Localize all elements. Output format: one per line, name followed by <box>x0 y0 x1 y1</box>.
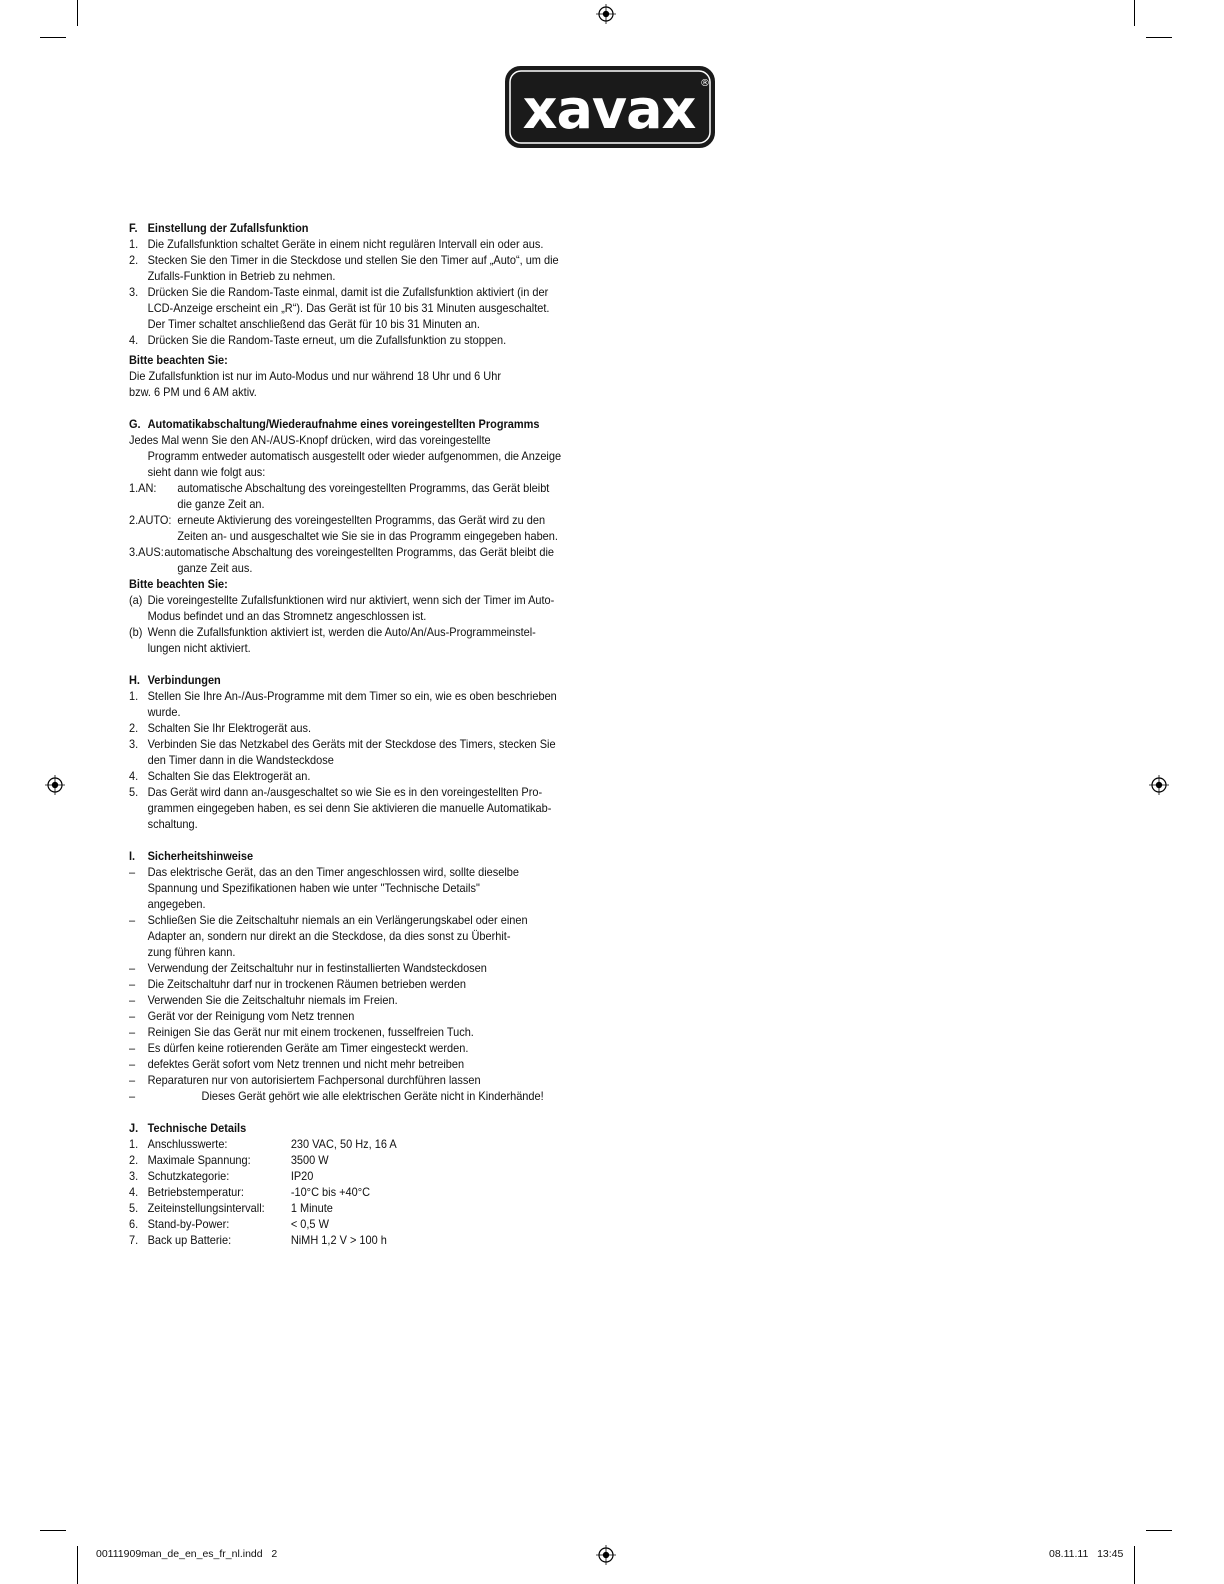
list-number: 4. <box>129 333 139 347</box>
section-title: Automatikabschaltung/Wiederaufnahme eines voreingestellten Programms <box>147 417 540 431</box>
safety-item <box>129 992 575 1008</box>
safety-line: Das elektrische Gerät, das an den Timer angeschlossen wird, sollte dieselbe <box>147 865 519 879</box>
list-item-line: wurde. <box>147 705 181 719</box>
spec-key: Maximale Spannung: <box>147 1153 251 1167</box>
safety-line: Es dürfen keine rotierenden Geräte am Timer eingesteckt werden. <box>147 1041 469 1055</box>
spec-row <box>129 1136 575 1152</box>
section-letter: F. <box>129 221 138 235</box>
list-item-line: schaltung. <box>147 817 198 831</box>
list-item <box>129 736 575 768</box>
safety-line: Verwendung der Zeitschaltuhr nur in festinstallierten Wandsteckdosen <box>147 961 487 975</box>
crop-mark <box>77 0 78 26</box>
footer-datetime: 08.11.11 13:45 <box>1049 1548 1124 1560</box>
dash-bullet: – <box>129 1009 136 1023</box>
dash-bullet: – <box>129 865 136 879</box>
intro-line: Programm entweder automatisch ausgestellt oder wieder aufgenommen, die Anzeige <box>147 449 562 463</box>
spec-key: Anschlusswerte: <box>147 1137 228 1151</box>
list-item-line: Drücken Sie die Random-Taste erneut, um die Zufallsfunktion zu stoppen. <box>147 333 507 347</box>
list-item <box>129 688 575 720</box>
spec-row <box>129 1216 575 1232</box>
spec-row <box>129 1152 575 1168</box>
list-number: 4. <box>129 769 139 783</box>
safety-line: Gerät vor der Reinigung vom Netz trennen <box>147 1009 355 1023</box>
section-heading-j <box>129 1120 575 1136</box>
list-item-line: lungen nicht aktiviert. <box>147 641 251 655</box>
safety-item <box>129 1024 575 1040</box>
safety-line: Reparaturen nur von autorisiertem Fachpersonal durchführen lassen <box>147 1073 481 1087</box>
registration-mark-icon <box>596 1545 616 1565</box>
manual-content <box>129 220 575 1248</box>
list-item <box>129 784 575 832</box>
mode-item <box>129 512 575 544</box>
safety-item <box>129 1008 575 1024</box>
section-letter: J. <box>129 1121 139 1135</box>
mode-line: die ganze Zeit an. <box>177 497 265 511</box>
safety-line: defektes Gerät sofort vom Netz trennen und nicht mehr betreiben <box>147 1057 465 1071</box>
list-item-line: Stellen Sie Ihre An-/Aus-Programme mit dem Timer so ein, wie es oben beschrieben <box>147 689 557 703</box>
section-title: Einstellung der Zufallsfunktion <box>147 221 309 235</box>
section-letter: H. <box>129 673 140 687</box>
list-number: (a) <box>129 593 143 607</box>
spec-key: Stand-by-Power: <box>147 1217 230 1231</box>
mode-line: automatische Abschaltung des voreingestellten Programms, das Gerät bleibt <box>177 481 550 495</box>
intro-line: Jedes Mal wenn Sie den AN-/AUS-Knopf drücken, wird das voreingestellte <box>129 433 491 447</box>
mode-item <box>129 480 575 512</box>
dash-bullet: – <box>129 913 136 927</box>
list-item-line: grammen eingegeben haben, es sei denn Sie aktivieren die manuelle Automatikab- <box>147 801 552 815</box>
dash-bullet: – <box>129 1073 136 1087</box>
list-item-line: Schalten Sie Ihr Elektrogerät aus. <box>147 721 312 735</box>
crop-mark <box>40 37 66 38</box>
note-title: Bitte beachten Sie: <box>129 353 228 367</box>
spec-number: 6. <box>129 1217 139 1231</box>
spec-value: -10°C bis +40°C <box>290 1185 371 1199</box>
svg-text:®: ® <box>700 78 710 89</box>
mode-line: automatische Abschaltung des voreingestellten Programms, das Gerät bleibt die <box>164 545 555 559</box>
dash-bullet: – <box>129 1089 136 1103</box>
list-item <box>129 332 575 348</box>
registration-mark-icon <box>45 775 65 795</box>
list-number: 2. <box>129 253 139 267</box>
list-item <box>129 720 575 736</box>
xavax-logo <box>505 66 720 152</box>
list-item-line: Drücken Sie die Random-Taste einmal, damit ist die Zufallsfunktion aktiviert (in der <box>147 285 549 299</box>
list-item-line: Zufalls-Funktion in Betrieb zu nehmen. <box>147 269 336 283</box>
spec-number: 1. <box>129 1137 139 1151</box>
dash-bullet: – <box>129 1057 136 1071</box>
section-title: Technische Details <box>147 1121 247 1135</box>
safety-item <box>129 1040 575 1056</box>
list-item-line: Das Gerät wird dann an-/ausgeschaltet so wie Sie es in den voreingestellten Pro- <box>147 785 543 799</box>
list-item-line: Die Zufallsfunktion schaltet Geräte in einem nicht regulären Intervall ein oder aus. <box>147 237 544 251</box>
svg-text:xavax: xavax <box>522 78 696 141</box>
spec-row <box>129 1200 575 1216</box>
crop-mark <box>40 1530 66 1531</box>
safety-item <box>129 976 575 992</box>
list-number: 2. <box>129 721 139 735</box>
spec-key: Schutzkategorie: <box>147 1169 230 1183</box>
safety-item <box>129 1072 575 1088</box>
safety-line: angegeben. <box>147 897 206 911</box>
spec-value: NiMH 1,2 V > 100 h <box>290 1233 387 1247</box>
list-item-line: Die voreingestellte Zufallsfunktionen wird nur aktiviert, wenn sich der Timer im Auto- <box>147 593 555 607</box>
section-heading-i <box>129 848 575 864</box>
safety-item <box>129 960 575 976</box>
spec-value: 230 VAC, 50 Hz, 16 A <box>290 1137 397 1151</box>
spec-value: IP20 <box>290 1169 314 1183</box>
spec-key: Zeiteinstellungsintervall: <box>147 1201 265 1215</box>
crop-mark <box>1146 37 1172 38</box>
safety-line: zung führen kann. <box>147 945 236 959</box>
list-number: 3. <box>129 737 139 751</box>
list-number: (b) <box>129 625 143 639</box>
safety-item <box>129 1056 575 1072</box>
crop-mark <box>1146 1530 1172 1531</box>
list-item-line: Wenn die Zufallsfunktion aktiviert ist, werden die Auto/An/Aus-Programmeinstel- <box>147 625 536 639</box>
spec-row <box>129 1184 575 1200</box>
footer-file-name: 00111909man_de_en_es_fr_nl.indd 2 <box>96 1548 278 1560</box>
list-item-line: LCD-Anzeige erscheint ein „R“). Das Gerät ist für 10 bis 31 Minuten ausgeschaltet. <box>147 301 550 315</box>
note-item <box>129 624 575 656</box>
spec-key: Back up Batterie: <box>147 1233 232 1247</box>
spec-value: 3500 W <box>290 1153 329 1167</box>
section-title: Verbindungen <box>147 673 221 687</box>
list-item-line: Modus befindet und an das Stromnetz angeschlossen ist. <box>147 609 427 623</box>
safety-line: Die Zeitschaltuhr darf nur in trockenen Räumen betrieben werden <box>147 977 466 991</box>
list-item <box>129 236 575 252</box>
section-heading-f <box>129 220 575 236</box>
spec-number: 7. <box>129 1233 139 1247</box>
crop-mark <box>1134 0 1135 26</box>
crop-mark <box>77 1546 78 1584</box>
list-number: 3. <box>129 285 139 299</box>
intro-line: sieht dann wie folgt aus: <box>147 465 266 479</box>
registration-mark-icon <box>596 4 616 24</box>
spec-number: 3. <box>129 1169 139 1183</box>
safety-item <box>129 1088 575 1104</box>
note-line: bzw. 6 PM und 6 AM aktiv. <box>129 385 257 399</box>
safety-line: Schließen Sie die Zeitschaltuhr niemals an ein Verlängerungskabel oder einen <box>147 913 528 927</box>
safety-line: Adapter an, sondern nur direkt an die Steckdose, da dies sonst zu Überhit- <box>147 929 511 943</box>
safety-line: Dieses Gerät gehört wie alle elektrischen Geräte nicht in Kinderhände! <box>201 1089 544 1103</box>
list-item-line: Stecken Sie den Timer in die Steckdose und stellen Sie den Timer auf „Auto“, um die <box>147 253 559 267</box>
dash-bullet: – <box>129 1025 136 1039</box>
mode-line: Zeiten an- und ausgeschaltet wie Sie sie in das Programm eingegeben haben. <box>177 529 558 543</box>
section-heading-h <box>129 672 575 688</box>
section-heading-g <box>129 416 575 432</box>
note-line: Die Zufallsfunktion ist nur im Auto-Modus und nur während 18 Uhr und 6 Uhr <box>129 369 501 383</box>
dash-bullet: – <box>129 977 136 991</box>
spec-row <box>129 1168 575 1184</box>
mode-label: 2.AUTO: <box>129 513 172 527</box>
spec-key: Betriebstemperatur: <box>147 1185 244 1199</box>
safety-line: Spannung und Spezifikationen haben wie unter "Technische Details" <box>147 881 480 895</box>
list-number: 5. <box>129 785 139 799</box>
list-number: 1. <box>129 689 139 703</box>
list-item-line: Schalten Sie das Elektrogerät an. <box>147 769 311 783</box>
spec-row <box>129 1232 575 1248</box>
spec-number: 4. <box>129 1185 139 1199</box>
list-item <box>129 252 575 284</box>
list-item-line: Verbinden Sie das Netzkabel des Geräts mit der Steckdose des Timers, stecken Sie <box>147 737 556 751</box>
registration-mark-icon <box>1149 775 1169 795</box>
note-item <box>129 592 575 624</box>
mode-line: ganze Zeit aus. <box>177 561 253 575</box>
section-letter: G. <box>129 417 141 431</box>
section-title: Sicherheitshinweise <box>147 849 254 863</box>
list-number: 1. <box>129 237 139 251</box>
dash-bullet: – <box>129 961 136 975</box>
note-title: Bitte beachten Sie: <box>129 577 228 591</box>
safety-item <box>129 912 575 960</box>
mode-label: 3.AUS: <box>129 545 164 559</box>
list-item <box>129 768 575 784</box>
dash-bullet: – <box>129 1041 136 1055</box>
list-item <box>129 284 575 332</box>
safety-line: Reinigen Sie das Gerät nur mit einem trockenen, fusselfreien Tuch. <box>147 1025 474 1039</box>
safety-item <box>129 864 575 912</box>
list-item-line: Der Timer schaltet anschließend das Gerät für 10 bis 31 Minuten an. <box>147 317 480 331</box>
mode-line: erneute Aktivierung des voreingestellten Programms, das Gerät wird zu den <box>177 513 546 527</box>
mode-item <box>129 544 575 576</box>
safety-line: Verwenden Sie die Zeitschaltuhr niemals im Freien. <box>147 993 398 1007</box>
dash-bullet: – <box>129 993 136 1007</box>
mode-label: 1.AN: <box>129 481 157 495</box>
spec-value: < 0,5 W <box>290 1217 329 1231</box>
spec-value: 1 Minute <box>290 1201 333 1215</box>
section-letter: I. <box>129 849 136 863</box>
spec-number: 5. <box>129 1201 139 1215</box>
crop-mark <box>1134 1546 1135 1584</box>
list-item-line: den Timer dann in die Wandsteckdose <box>147 753 334 767</box>
spec-number: 2. <box>129 1153 139 1167</box>
